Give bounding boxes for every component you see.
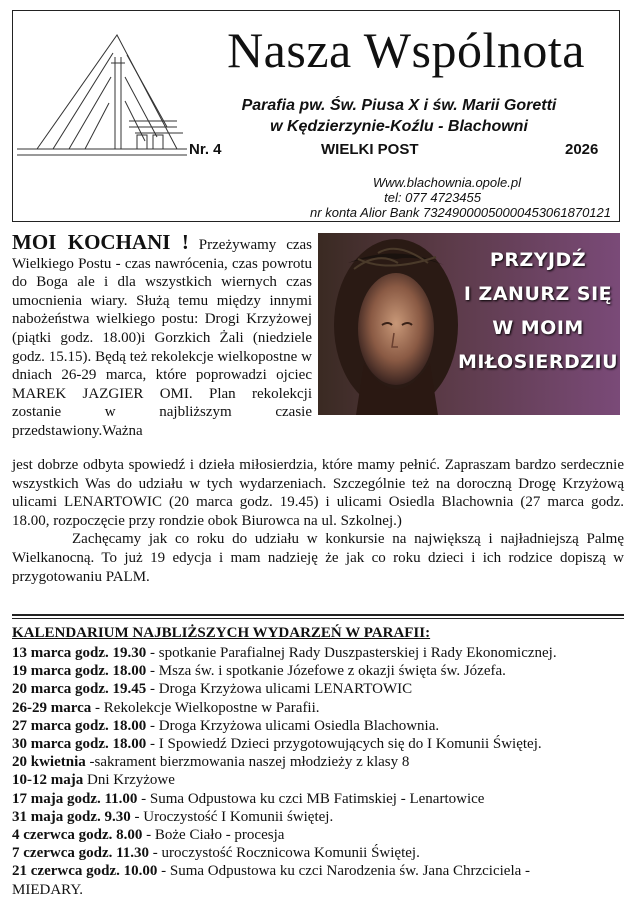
bank-account: nr konta Alior Bank 73249000050000453061870121	[310, 205, 611, 220]
calendar-item	[12, 862, 624, 880]
event-description: - Boże Ciało - procesja	[142, 827, 285, 844]
event-description: - spotkanie Parafialnej Rady Duszpasterskiej i Rady Ekonomicznej.	[146, 645, 557, 661]
event-description: - Droga Krzyżowa ulicami Osiedla Blachownia.	[146, 717, 440, 734]
divider	[12, 614, 624, 616]
event-description: - Suma Odpustowa ku czci Narodzenia św. Jana Chrzciciela -	[157, 863, 531, 880]
parish-line-1: Parafia pw. Św. Piusa X i św. Marii Goretti	[241, 97, 557, 114]
event-date: 19 marca godz. 18.00	[12, 663, 147, 680]
calendar-heading: KALENDARIUM NAJBLIŻSZYCH WYDARZEŃ W PARAFII:	[12, 625, 431, 641]
calendar-item	[12, 753, 624, 771]
event-date: 26-29 marca	[12, 699, 92, 716]
calendar-item-continuation: MIEDARY.	[12, 881, 83, 898]
calendar-item	[12, 644, 624, 662]
event-date: 10-12 maja	[12, 772, 84, 789]
calendar-item	[12, 735, 624, 753]
article-body	[12, 456, 624, 586]
calendar-item	[12, 844, 624, 862]
caption-line: W MOIM	[492, 317, 584, 339]
contact-info	[310, 175, 611, 220]
website: Www.blachownia.opole.pl	[372, 175, 521, 190]
caption-line: PRZYJDŹ	[489, 249, 587, 271]
caption-line: I ZANURZ SIĘ	[463, 283, 613, 305]
event-date: 27 marca godz. 18.00	[12, 717, 147, 734]
calendar-item	[12, 808, 624, 826]
calendar-item	[12, 680, 624, 698]
article-paragraph: Zachęcamy jak co roku do udziału w konkursie na największą i najładniejszą Palmę Wielkanocną. To już 19 edycja i mam nadzieję że jak co roku dzieci i ich rodzice dopiszą w przygotowaniu PALM.	[12, 531, 624, 585]
image-caption	[458, 243, 618, 379]
event-description: - Suma Odpustowa ku czci MB Fatimskiej - Lenartowice	[137, 790, 485, 807]
greeting: MOI KOCHANI !	[12, 230, 189, 254]
masthead	[12, 10, 620, 222]
calendar-list	[12, 644, 624, 899]
event-description: -sakrament bierzmowania naszej młodzieży z klasy 8	[85, 754, 410, 771]
event-date: 17 maja godz. 11.00	[12, 790, 138, 807]
event-description: Dni Krzyżowe	[83, 772, 175, 789]
event-date: 30 marca godz. 18.00	[12, 736, 147, 753]
newsletter-title: Nasza Wspólnota	[227, 22, 585, 78]
event-date: 21 czerwca godz. 10.00	[12, 863, 158, 880]
event-date: 31 maja godz. 9.30	[12, 808, 131, 825]
article-paragraph: jest dobrze odbyta spowiedź i dzieła miłosierdzia, które mamy pełnić. Zapraszam bardzo serdecznie wszystkich Was do udziału w tych wydarzeniach. Szczególnie też na doroczną Drogę Krzyżową ulicami LENARTOWIC (20 marca godz. 19.45) i ulicami Osiedla Blachownia (27 marca godz. 18.00, rozpoczęcie przy rondzie obok Biurowca na ul. Szkolnej.)	[12, 457, 624, 529]
calendar-item	[12, 790, 624, 808]
divider	[12, 618, 624, 619]
divine-mercy-image	[318, 233, 620, 415]
event-description: - uroczystość Rocznicowa Komunii Świętej.	[149, 845, 420, 862]
event-description: - Droga Krzyżowa ulicami LENARTOWIC	[146, 681, 413, 698]
event-description: - I Spowiedź Dzieci przygotowujących się do I Komunii Świętej.	[146, 736, 542, 753]
event-date: 20 kwietnia	[12, 754, 86, 771]
church-logo	[17, 17, 187, 167]
parish-line-2: w Kędzierzynie-Koźlu - Blachowni	[270, 118, 528, 135]
issue-number: Nr. 4	[189, 141, 222, 158]
phone: tel: 077 4723455	[384, 190, 481, 205]
event-description: - Uroczystość I Komunii świętej.	[130, 808, 334, 825]
calendar-item	[12, 699, 624, 717]
event-date: 20 marca godz. 19.45	[12, 681, 147, 698]
caption-line: MIŁOSIERDZIU	[458, 351, 619, 373]
article-paragraph: Przeżywamy czas Wielkiego Postu - czas nawrócenia, czas powrotu do Boga ale i dla wszystkich wiernych czas umocnienia wiary. Służą temu między innymi nabożeństwa wielkiego postu: Drogi Krzyżowej (piątki godz. 18.00)i Gorzkich Żali (niedziele godz. 15.15). Będą też rekolekcje wielkopostne w dniach 26-29 marca, które poprowadzi ojciec MAREK JAZGIER OMI. Plan rekolekcji zostanie w najbliższym czasie przedstawiony.Ważna	[12, 237, 313, 439]
event-description: - Msza św. i spotkanie Józefowe z okazji święta św. Józefa.	[146, 663, 506, 680]
calendar-item	[12, 771, 624, 789]
event-description: - Rekolekcje Wielkopostne w Parafii.	[91, 699, 320, 716]
calendar-item	[12, 826, 624, 844]
calendar-item	[12, 662, 624, 680]
event-date: 7 czerwca godz. 11.30	[12, 845, 150, 862]
calendar-item	[12, 717, 624, 735]
parish-name	[189, 95, 609, 137]
issue-year: 2026	[565, 141, 599, 158]
season-label: WIELKI POST	[321, 141, 419, 158]
article-intro	[12, 230, 313, 441]
event-date: 4 czerwca godz. 8.00	[12, 827, 143, 844]
event-date: 13 marca godz. 19.30	[12, 645, 147, 661]
